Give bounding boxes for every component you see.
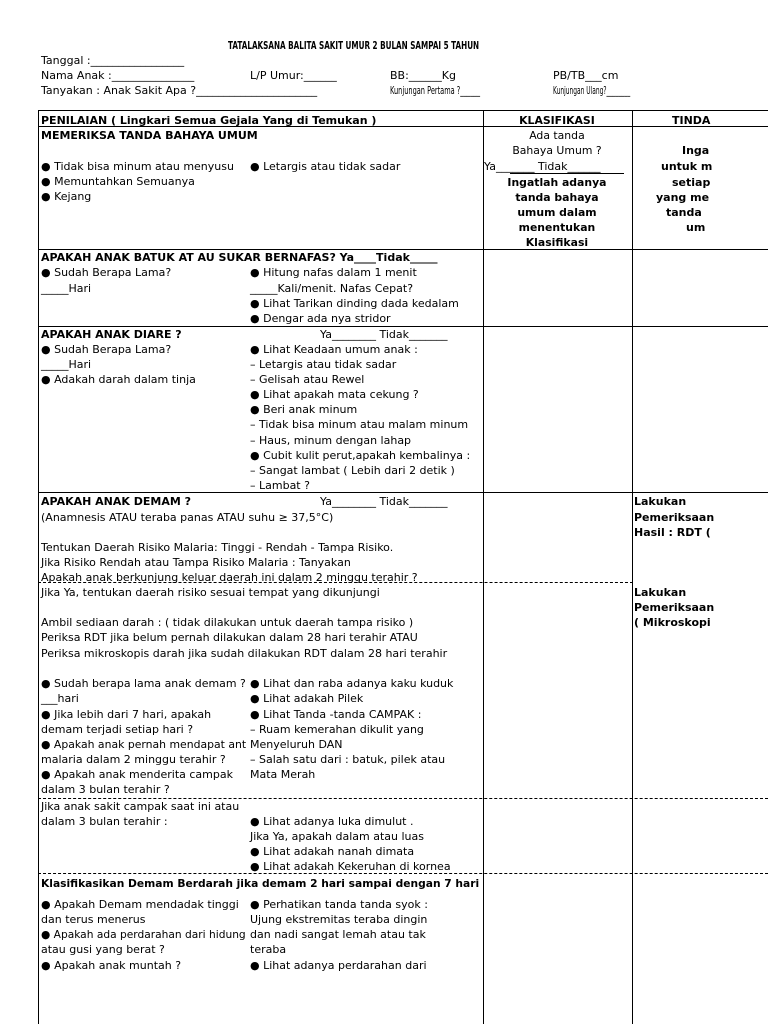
ya-tidak-field: Ya________ Tidak_______ (320, 328, 448, 341)
list-item: ● Tidak bisa minum atau menyusu (41, 160, 234, 173)
section-heading: APAKAH ANAK DIARE ? (41, 328, 182, 341)
tindakan-note: um (686, 221, 706, 234)
list-item: _____Hari (41, 282, 92, 295)
list-item: ● Apakah anak menderita campak (41, 768, 233, 781)
tindakan-note: tanda (666, 206, 702, 219)
bb-field: BB:______Kg (390, 69, 456, 82)
kunjungan-pertama-field: Kunjungan Pertama ?______ (390, 84, 481, 97)
tindakan-note: Pemeriksaan (634, 601, 715, 614)
list-item: ● Letargis atau tidak sadar (250, 160, 401, 173)
list-item: ● Beri anak minum (250, 403, 358, 416)
list-item: ● Adakah darah dalam tinja (41, 373, 196, 386)
section-heading: APAKAH ANAK DEMAM ? (41, 495, 191, 508)
anak-sakit-apa-field: Tanyakan : Anak Sakit Apa ?______________________ (41, 84, 318, 97)
list-item: ● Sudah Berapa Lama? (41, 343, 172, 356)
list-item: ● Apakah anak muntah ? (41, 959, 182, 972)
klasifikasi-text: Bahaya Umum ? (512, 144, 602, 157)
list-item: atau gusi yang berat ? (41, 943, 165, 956)
table-top-border (38, 110, 768, 111)
list-item: dan terus menerus (41, 913, 146, 926)
list-item: ● Apakah Demam mendadak tinggi (41, 898, 239, 911)
list-item: ● Dengar ada nya stridor (250, 312, 391, 325)
list-item: – Salah satu dari : batuk, pilek atau (250, 753, 446, 766)
sediaan-text: Periksa RDT jika belum pernah dilakukan dalam 28 hari terahir ATAU (41, 631, 418, 644)
row-divider (38, 492, 768, 493)
tanggal-field: Tanggal :_________________ (41, 54, 185, 67)
list-item: – Sangat lambat ( Lebih dari 2 detik ) (250, 464, 455, 477)
nama-anak-field: Nama Anak :_______________ (41, 69, 195, 82)
tindakan-note: Lakukan (634, 586, 687, 599)
separator-line (510, 173, 624, 174)
list-item: ● Lihat Tarikan dinding dada kedalam (250, 297, 459, 310)
tindakan-note: setiap (672, 176, 711, 189)
list-item: ● Lihat adanya perdarahan dari (250, 959, 427, 972)
sediaan-text: Periksa mikroskopis darah jika sudah dilakukan RDT dalam 28 hari terahir (41, 647, 448, 660)
list-item: ● Lihat Tanda -tanda CAMPAK : (250, 708, 422, 721)
tindakan-note: Inga (682, 144, 710, 157)
dashed-divider (38, 873, 768, 874)
header-klasifikasi: KLASIFIKASI (519, 114, 595, 127)
list-item: ● Hitung nafas dalam 1 menit (250, 266, 417, 279)
tindakan-note: yang me (656, 191, 710, 204)
tindakan-note: ( Mikroskopi (634, 616, 711, 629)
campak-text: Jika anak sakit campak saat ini atau (41, 800, 240, 813)
malaria-text: Tentukan Daerah Risiko Malaria: Tinggi - Rendah - Tampa Risiko. (41, 541, 394, 554)
list-item: – Lambat ? (250, 479, 310, 492)
dashed-divider (38, 798, 768, 799)
ya-tidak-field: Ya________ Tidak_______ (320, 495, 448, 508)
row-divider (38, 326, 768, 327)
list-item: demam terjadi setiap hari ? (41, 723, 194, 736)
tindakan-note: Lakukan (634, 495, 687, 508)
list-item: ● Lihat dan raba adanya kaku kuduk (250, 677, 454, 690)
tindakan-note: untuk m (661, 160, 713, 173)
list-item: dalam 3 bulan terahir ? (41, 783, 170, 796)
list-item: ● Apakah anak pernah mendapat ant (41, 738, 247, 751)
tindakan-note: Hasil : RDT ( (634, 526, 711, 539)
column-divider (632, 110, 633, 1024)
list-item: ● Memuntahkan Semuanya (41, 175, 195, 188)
list-item: ● Perhatikan tanda tanda syok : (250, 898, 428, 911)
table-left-border (38, 110, 39, 1024)
list-item: ___hari (41, 692, 79, 705)
list-item: ● Lihat Keadaan umum anak : (250, 343, 418, 356)
list-item: malaria dalam 2 minggu terahir ? (41, 753, 226, 766)
page-title: TATALAKSANA BALITA SAKIT UMUR 2 BULAN SAMPAI 5 TAHUN (228, 39, 480, 52)
list-item: ● Apakah ada perdarahan dari hidung (41, 928, 246, 941)
klasifikasi-note: umum dalam (517, 206, 597, 219)
list-item: – Tidak bisa minum atau malam minum (250, 418, 469, 431)
kunjungan-ulang-field: Kunjungan Ulang?________ (553, 84, 631, 97)
klasifikasi-note: Klasifikasi (525, 236, 589, 249)
list-item: ● Cubit kulit perut,apakah kembalinya : (250, 449, 471, 462)
list-item: ● Sudah berapa lama anak demam ? (41, 677, 246, 690)
malaria-text: Jika Ya, tentukan daerah risiko sesuai tempat yang dikunjungi (41, 586, 380, 599)
list-item: – Letargis atau tidak sadar (250, 358, 397, 371)
lp-umur-field: L/P Umur:______ (250, 69, 337, 82)
list-item: – Ruam kemerahan dikulit yang (250, 723, 424, 736)
klasifikasi-note: tanda bahaya (515, 191, 599, 204)
list-item: ● Lihat apakah mata cekung ? (250, 388, 419, 401)
list-item: ● Jika lebih dari 7 hari, apakah (41, 708, 212, 721)
sediaan-text: Ambil sediaan darah : ( tidak dilakukan untuk daerah tampa risiko ) (41, 616, 414, 629)
list-item: ● Kejang (41, 190, 92, 203)
list-item: ● Lihat adakah nanah dimata (250, 845, 415, 858)
klasifikasi-text: Ada tanda (529, 129, 585, 142)
list-item: – Haus, minum dengan lahap (250, 434, 412, 447)
list-item: dan nadi sangat lemah atau tak (250, 928, 426, 941)
list-item: ● Lihat adakah Kekeruhan di kornea (250, 860, 451, 873)
pb-tb-field: PB/TB___cm (553, 69, 619, 82)
anamnesis-text: (Anamnesis ATAU teraba panas ATAU suhu ≥ 37,5°C) (41, 511, 334, 524)
header-penilaian: PENILAIAN ( Lingkari Semua Gejala Yang di Temukan ) (41, 114, 377, 127)
list-item: Jika Ya, apakah dalam atau luas (250, 830, 424, 843)
klasifikasi-note: menentukan (518, 221, 596, 234)
list-item: ● Lihat adanya luka dimulut . (250, 815, 414, 828)
section-heading: MEMERIKSA TANDA BAHAYA UMUM (41, 129, 258, 142)
list-item: _____Kali/menit. Nafas Cepat? (250, 282, 414, 295)
list-item: – Gelisah atau Rewel (250, 373, 365, 386)
list-item: teraba (250, 943, 287, 956)
section-heading: APAKAH ANAK BATUK AT AU SUKAR BERNAFAS? Ya____Tidak_____ (41, 251, 438, 264)
header-tindakan: TINDA (672, 114, 711, 127)
malaria-text: Apakah anak berkunjung keluar daerah ini dalam 2 minggu terahir ? (41, 571, 418, 584)
list-item: _____Hari (41, 358, 92, 371)
list-item: ● Lihat adakah Pilek (250, 692, 364, 705)
list-item: Menyeluruh DAN (250, 738, 343, 751)
klasifikasi-note: Ingatlah adanya (507, 176, 607, 189)
tindakan-note: Pemeriksaan (634, 511, 715, 524)
campak-text: dalam 3 bulan terahir : (41, 815, 168, 828)
klasifikasi-text: Ya_______ Tidak______ (484, 160, 601, 173)
malaria-text: Jika Risiko Rendah atau Tampa Risiko Malaria : Tanyakan (41, 556, 351, 569)
list-item: ● Sudah Berapa Lama? (41, 266, 172, 279)
list-item: Mata Merah (250, 768, 316, 781)
row-divider (38, 249, 768, 250)
section-heading: Klasifikasikan Demam Berdarah jika demam 2 hari sampai dengan 7 hari (41, 877, 480, 890)
list-item: Ujung ekstremitas teraba dingin (250, 913, 428, 926)
